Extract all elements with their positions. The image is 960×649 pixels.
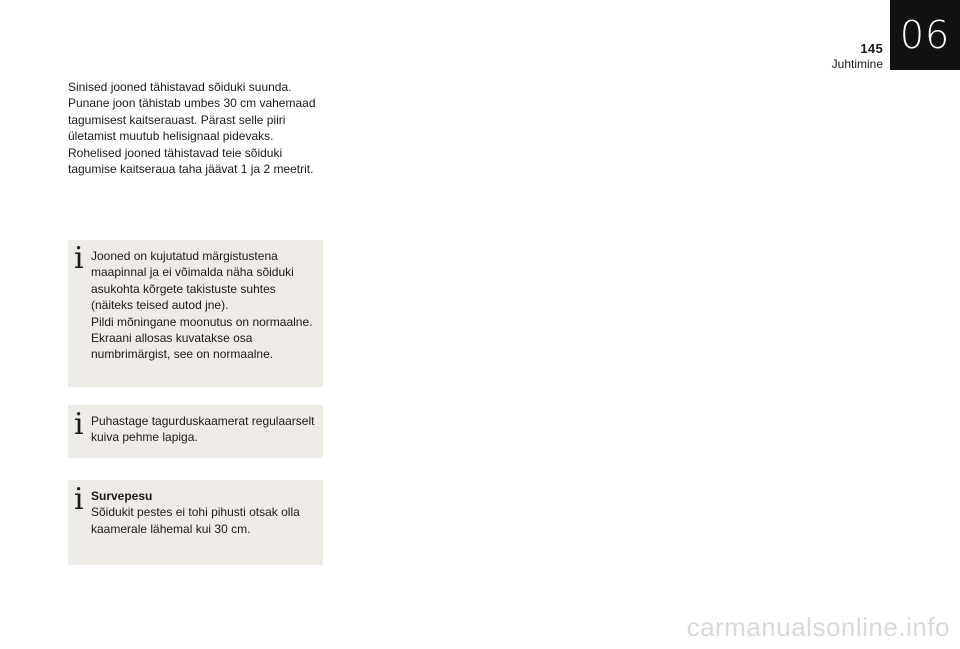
- note-line: Ekraani allosas kuvatakse osa: [91, 331, 253, 346]
- note-line: numbrimärgist, see on normaalne.: [91, 347, 274, 362]
- info-note-text: [91, 488, 319, 537]
- body-line: Sinised jooned tähistavad sõiduki suunda.: [68, 80, 292, 94]
- info-note: [68, 405, 323, 458]
- body-paragraph: [68, 79, 330, 177]
- note-line: Jooned on kujutatud märgistustena: [91, 249, 278, 263]
- info-icon: i: [74, 482, 84, 517]
- note-line: kuiva pehme lapiga.: [91, 430, 198, 445]
- body-line: Rohelised jooned tähistavad teie sõiduki: [68, 145, 283, 160]
- note-line: maapinnal ja ei võimalda näha sõiduki: [91, 265, 294, 280]
- note-line: Pildi mõningane moonutus on normaalne.: [91, 314, 313, 329]
- note-line: Puhastage tagurduskaamerat regulaarselt: [91, 414, 315, 428]
- note-line: asukohta kõrgete takistuste suhtes: [91, 281, 276, 296]
- note-title: Survepesu: [91, 489, 153, 503]
- note-line: Sõidukit pestes ei tohi pihusti otsak olla: [91, 505, 300, 520]
- body-line: Punane joon tähistab umbes 30 cm vahemaad: [68, 96, 316, 111]
- body-line: ületamist muutub helisignaal pidevaks.: [68, 129, 274, 144]
- watermark: carmanualsonline.info: [686, 612, 950, 642]
- body-line: tagumise kaitseraua taha jäävat 1 ja 2 meetrit.: [68, 162, 314, 177]
- info-icon: i: [74, 241, 84, 276]
- note-line: kaamerale lähemal kui 30 cm.: [91, 521, 251, 536]
- info-note: [68, 240, 323, 387]
- chapter-tab: 06: [890, 0, 960, 70]
- info-note-text: [91, 248, 319, 363]
- body-line: tagumisest kaitserauast. Pärast selle piiri: [68, 112, 286, 127]
- info-note: [68, 480, 323, 565]
- info-note-text: [91, 413, 319, 446]
- section-title: Juhtimine: [831, 57, 883, 71]
- info-icon: i: [74, 407, 84, 442]
- page-number: 145: [860, 41, 883, 56]
- note-line: (näiteks teised autod jne).: [91, 298, 229, 313]
